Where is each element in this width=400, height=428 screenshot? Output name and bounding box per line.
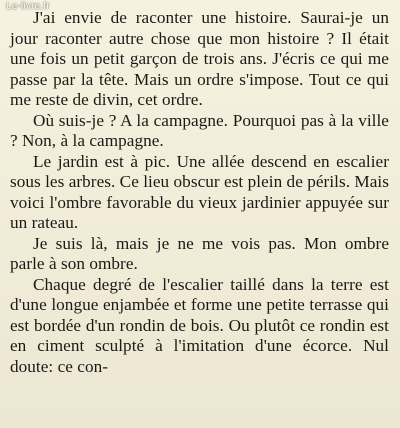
watermark: Le-livre.fr (6, 1, 50, 12)
page-text (10, 8, 389, 377)
paragraph: Chaque degré de l'escalier taillé dans la terre est d'une longue enjambée et forme une petite terrasse qui est bordée d'un rondin de bois. Ou plutôt ce rondin est en ciment sculpté à l'imitation d'une écorce. Nul doute: ce con- (10, 274, 389, 376)
paragraph: Le jardin est à pic. Une allée descend en escalier sous les arbres. Ce lieu obscur est plein de périls. Mais voici l'ombre favorable du vieux jardinier appuyée sur un rateau. (10, 151, 389, 232)
paragraph: Je suis là, mais je ne me vois pas. Mon ombre parle à son ombre. (10, 233, 389, 273)
paragraph: Où suis-je ? A la campagne. Pourquoi pas à la ville ? Non, à la campagne. (10, 110, 389, 150)
paragraph: J'ai envie de raconter une histoire. Saurai-je un jour raconter autre chose que mon histoire ? Il était une fois un petit garçon de trois ans. J'écris ce qui me passe par la tête. Mais un ordre s'impose. Tout ce qui me reste de divin, cet ordre. (10, 8, 389, 109)
